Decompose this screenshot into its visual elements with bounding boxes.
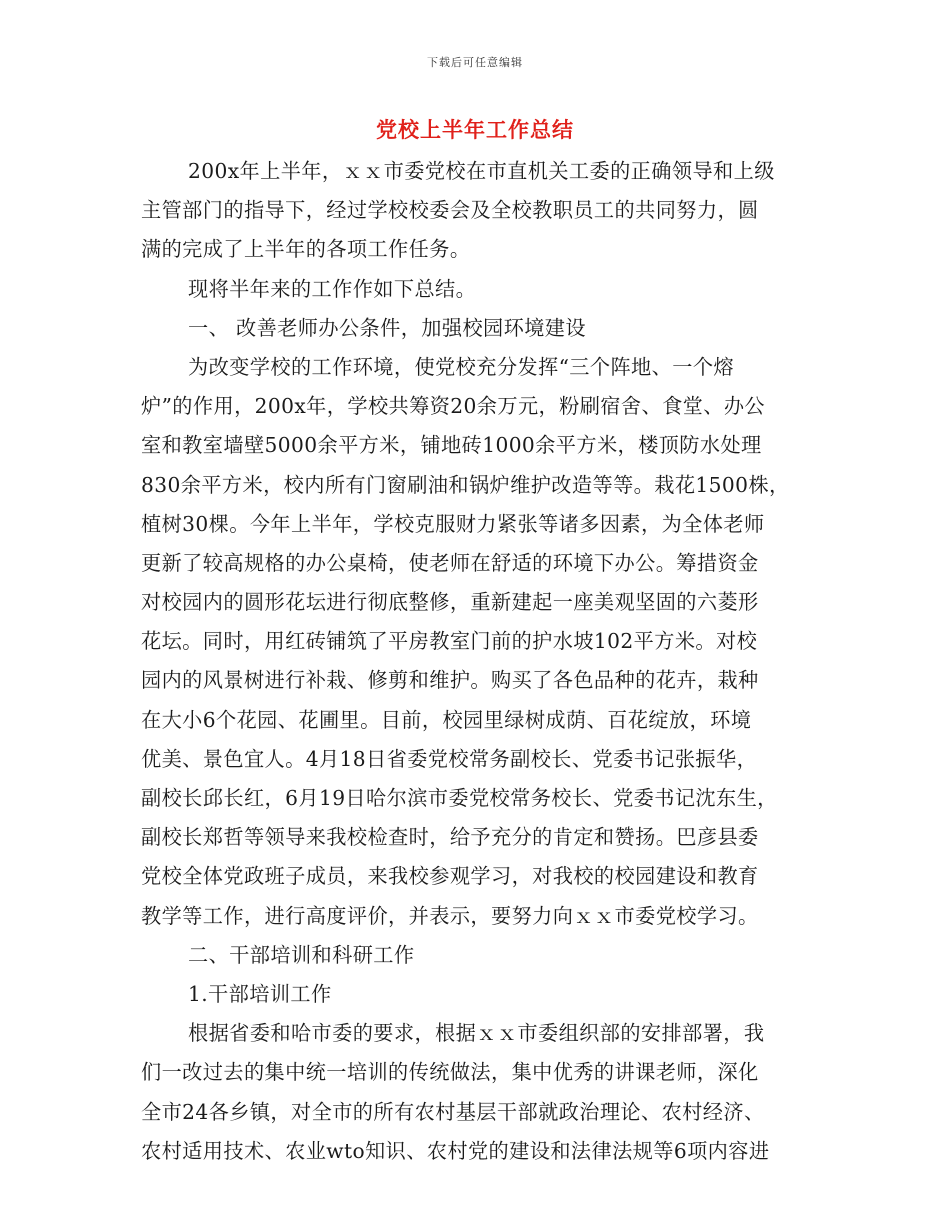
paragraph-line: 植树30棵。今年上半年，学校克服财力紧张等诸多因素，为全体老师	[141, 511, 765, 536]
paragraph-line: 优美、景色宜人。4月18日省委党校常务副校长、党委书记张振华，	[141, 746, 758, 771]
header-note: 下载后可任意编辑	[427, 56, 523, 69]
paragraph-line: 农村适用技术、农业wto知识、农村党的建设和法律法规等6项内容进	[141, 1138, 770, 1163]
paragraph-line: 在大小6个花园、花圃里。目前，校园里绿树成荫、百花绽放，环境	[141, 707, 752, 732]
paragraph-line: 根据省委和哈市委的要求，根据ｘｘ市委组织部的安排部署，我	[188, 1021, 765, 1046]
paragraph-line: 主管部门的指导下，经过学校校委会及全校教职员工的共同努力，圆	[141, 198, 759, 223]
document-title: 党校上半年工作总结	[376, 117, 574, 142]
paragraph-line: 们一改过去的集中统一培训的传统做法，集中优秀的讲课老师，深化	[141, 1060, 759, 1085]
section-heading: 二、干部培训和科研工作	[188, 942, 415, 967]
paragraph-line: 花坛。同时，用红砖铺筑了平房教室门前的护水坡102平方米。对校	[141, 629, 758, 654]
paragraph-line: 满的完成了上半年的各项工作任务。	[141, 237, 471, 262]
paragraph-line: 教学等工作，进行高度评价，并表示，要努力向ｘｘ市委党校学习。	[141, 903, 759, 928]
paragraph-line: 全市24各乡镇，对全市的所有农村基层干部就政治理论、农村经济、	[141, 1099, 765, 1124]
paragraph-line: 200x年上半年，ｘｘ市委党校在市直机关工委的正确领导和上级	[188, 159, 775, 183]
section-heading: 一、 改善老师办公条件，加强校园环境建设	[188, 315, 586, 340]
paragraph-line: 副校长郑哲等领导来我校检查时，给予充分的肯定和赞扬。巴彦县委	[141, 825, 759, 850]
paragraph-line: 现将半年来的工作作如下总结。	[188, 276, 477, 301]
paragraph-line: 副校长邱长红，6月19日哈尔滨市委党校常务校长、党委书记沈东生，	[141, 786, 778, 810]
document-body	[141, 152, 813, 1171]
paragraph-line: 园内的风景树进行补栽、修剪和维护。购买了各色品种的花卉，栽种	[141, 668, 759, 693]
paragraph-line: 为改变学校的工作环境，使党校充分发挥“三个阵地、一个熔	[188, 354, 734, 379]
paragraph-line: 室和教室墙壁5000余平方米，铺地砖1000余平方米，楼顶防水处理	[141, 433, 762, 458]
paragraph-line: 830余平方米，校内所有门窗刷油和锅炉维护改造等等。栽花1500株，	[141, 472, 790, 497]
paragraph-line: 更新了较高规格的办公桌椅，使老师在舒适的环境下办公。筹措资金	[141, 550, 759, 575]
paragraph-line: 党校全体党政班子成员，来我校参观学习，对我校的校园建设和教育	[141, 864, 759, 889]
paragraph-line: 对校园内的圆形花坛进行彻底整修，重新建起一座美观坚固的六菱形	[141, 590, 759, 615]
paragraph-line: 炉”的作用，200x年，学校共筹资20余万元，粉刷宿舍、食堂、办公	[141, 394, 766, 419]
subsection-heading: 1.干部培训工作	[188, 981, 332, 1006]
